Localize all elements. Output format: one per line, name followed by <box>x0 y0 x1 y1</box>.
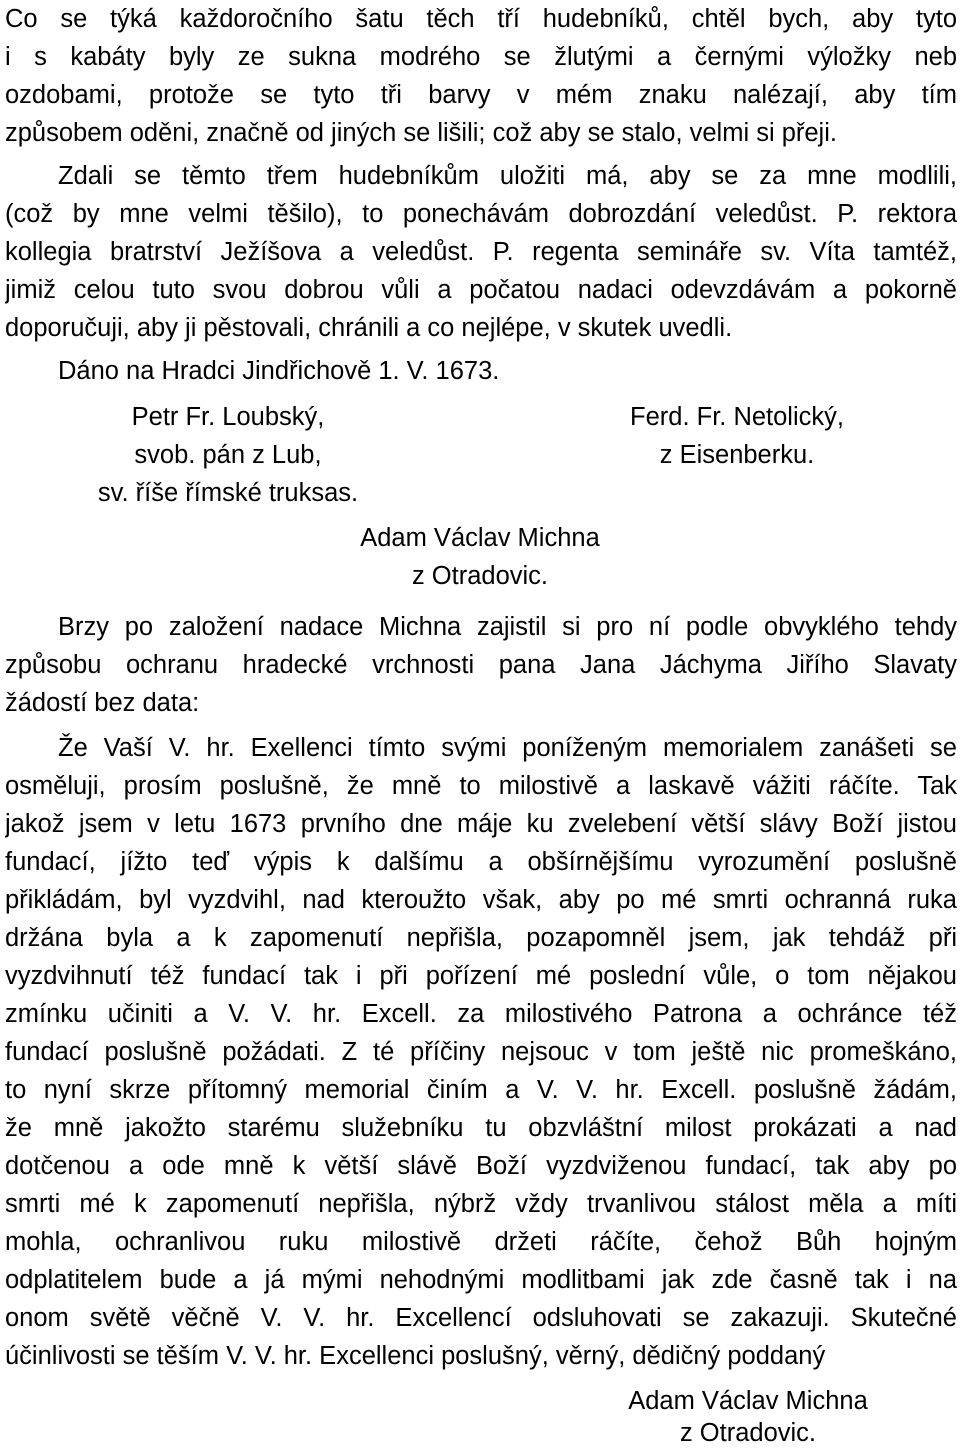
paragraph-4-line: účinlivosti se těším V. V. hr. Excellenci poslušný, věrný, dědičný poddaný <box>5 1342 826 1370</box>
paragraph-4-line: odplatitelem bude a já mými nehodnými modlitbami jak zde časně tak i na <box>5 1266 957 1294</box>
paragraph-4-line: přikládám, byl vyzdvihl, nad kteroužto však, aby po mé smrti ochranná ruka <box>5 886 957 914</box>
paragraph-2-line: jimiž celou tuto svou dobrou vůli a počatou nadaci odevzdávám a pokorně <box>5 276 957 304</box>
paragraph-2-line: Zdali se těmto třem hudebníkům uložiti má, aby se za mne modlili, <box>58 162 957 190</box>
paragraph-1-line: způsobem oděni, značně od jiných se lišili; což aby se stalo, velmi si přeji. <box>5 119 837 147</box>
closing-signature-line: Adam Václav Michna <box>628 1387 868 1415</box>
signatory-right-line: Ferd. Fr. Netolický, <box>630 403 844 431</box>
signatory-left-line: sv. říše římské truksas. <box>97 479 359 507</box>
paragraph-2-line: kollegia bratrství Ježíšova a veledůst. P. regenta semináře sv. Víta tamtéž, <box>5 238 957 266</box>
signatory-left-line: svob. pán z Lub, <box>134 441 322 469</box>
paragraph-1-line: Co se týká každoročního šatu těch tří hudebníků, chtěl bych, aby tyto <box>5 5 957 33</box>
paragraph-3-line: Brzy po založení nadace Michna zajistil si pro ní podle obvyklého tehdy <box>58 613 957 641</box>
paragraph-2-line: (což by mne velmi těšilo), to ponechávám dobrozdání veledůst. P. rektora <box>5 200 957 228</box>
paragraph-4-line: zmínku učiniti a V. V. hr. Excell. za milostivého Patrona a ochránce též <box>5 1000 957 1028</box>
paragraph-4-line: držána byla a k zapomenutí nepřišla, pozapomněl jsem, jak tehdáž při <box>5 924 957 952</box>
paragraph-1-line: i s kabáty byly ze sukna modrého se žlutými a černými výložky neb <box>5 43 957 71</box>
paragraph-4-line: Že Vaší V. hr. Exellenci tímto svými poníženým memorialem zanášeti se <box>58 734 957 762</box>
paragraph-3-line: způsobu ochranu hradecké vrchnosti pana Jana Jáchyma Jiřího Slavaty <box>5 651 957 679</box>
paragraph-4-line: osměluji, prosím poslušně, že mně to milostivě a laskavě vážiti ráčíte. Tak <box>5 772 957 800</box>
paragraph-4-line: smrti mé k zapomenutí nepřišla, nýbrž vždy trvanlivou stálost měla a míti <box>5 1190 957 1218</box>
paragraph-3-line: žádostí bez data: <box>5 689 200 717</box>
paragraph-2-line: doporučuji, aby ji pěstovali, chránili a co nejlépe, v skutek uvedli. <box>5 314 733 342</box>
paragraph-4-line: fundací poslušně požádati. Z té příčiny nejsouc v tom ještě nic promeškáno, <box>5 1038 957 1066</box>
paragraph-1-line: ozdobami, protože se tyto tři barvy v mém znaku nalézají, aby tím <box>5 81 957 109</box>
paragraph-4-line: to nyní skrze přítomný memorial činím a V. V. hr. Excell. poslušně žádám, <box>5 1076 957 1104</box>
signatory-center-line: Adam Václav Michna <box>360 524 600 552</box>
signatory-left-line: Petr Fr. Loubský, <box>131 403 325 431</box>
signatory-center-line: z Otradovic. <box>411 562 549 590</box>
paragraph-4-line: jakož jsem v letu 1673 prvního dne máje ku zvelebení větší slávy Boží jistou <box>5 810 957 838</box>
closing-signature-line: z Otradovic. <box>679 1419 817 1447</box>
paragraph-4-line: onom světě věčně V. V. hr. Excellencí odsluhovati se zakazuji. Skutečné <box>5 1304 957 1332</box>
date-line: Dáno na Hradci Jindřichově 1. V. 1673. <box>58 357 500 385</box>
paragraph-4-line: dotčenou a ode mně k větší slávě Boží vyzdviženou fundací, tak aby po <box>5 1152 957 1180</box>
paragraph-4-line: vyzdvihnutí též fundací tak i při pořízení mé poslední vůle, o tom nějakou <box>5 962 957 990</box>
paragraph-4-line: mohla, ochranlivou ruku milostivě držeti ráčíte, čehož Bůh hojným <box>5 1228 957 1256</box>
paragraph-4-line: že mně jakožto starému služebníku tu obzvláštní milost prokázati a nad <box>5 1114 957 1142</box>
signatory-right-line: z Eisenberku. <box>659 441 815 469</box>
paragraph-4-line: fundací, jížto teď výpis k dalšímu a obšírnějšímu vyrozumění poslušně <box>5 848 957 876</box>
